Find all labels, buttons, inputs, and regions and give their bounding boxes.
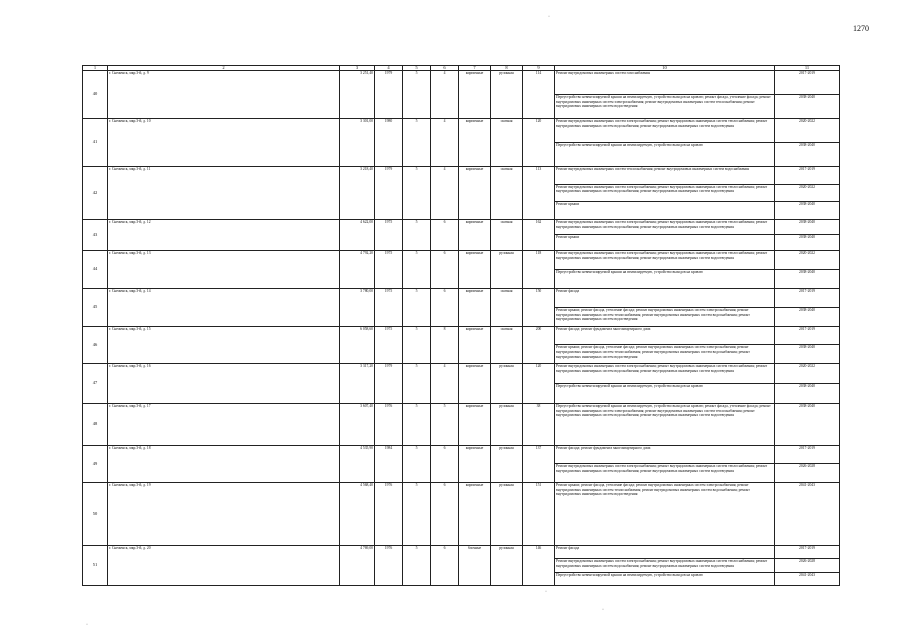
cell-num: 42 <box>83 167 108 220</box>
cell-area: 4 622,00 <box>340 219 375 250</box>
cell-apts: 146 <box>523 545 555 585</box>
cell-walls: кирпичные <box>459 119 491 167</box>
cell-years: 2038-2040 <box>775 219 840 235</box>
col-header: 5 <box>403 66 431 71</box>
cell-works: Ремонт крыши; ремонт фасада, утепление фасада; ремонт внутридомовых инженерных систем электроснабжения; ремонт внутридомовых инженерных систем теплоснабжения; ремонт внутридомовых инженерных систем водоснабжения; ремонт внутридомовых инженерных систем водоотведения <box>555 307 775 326</box>
cell-floors: 5 <box>403 71 431 119</box>
cell-num: 45 <box>83 288 108 326</box>
cell-apts: 120 <box>523 119 555 167</box>
cell-num: 44 <box>83 250 108 288</box>
cell-entr: 4 <box>431 71 459 119</box>
cell-works: Переустройство невентилируемой крыши на вентилируемую, устройство выходов на кровлю <box>555 269 775 288</box>
col-header: 4 <box>375 66 403 71</box>
table-row <box>83 288 840 307</box>
cell-year: 1979 <box>375 71 403 119</box>
cell-num: 48 <box>83 403 108 445</box>
cell-year: 1979 <box>375 363 403 403</box>
scan-speck: · <box>548 14 550 20</box>
cell-addr: г. Снеженск, мкр.3-й, д. 11 <box>108 167 340 220</box>
cell-walls: кирпичные <box>459 445 491 482</box>
cell-floors: 5 <box>403 219 431 250</box>
cell-years: 2038-2040 <box>775 143 840 167</box>
cell-area: 6 058,60 <box>340 326 375 363</box>
cell-entr: 4 <box>431 167 459 220</box>
cell-works: Ремонт внутридомовых инженерных систем электроснабжения; ремонт внутридомовых инженерных систем теплоснабжения; ремонт внутридомовых инженерных систем водоснабжения; ремонт внутридомовых инженерных систем водоотведения <box>555 119 775 143</box>
cell-works: Ремонт крыши <box>555 202 775 220</box>
cell-works: Ремонт крыши; ремонт фасада, утепление фасада; ремонт внутридомовых инженерных систем электроснабжения; ремонт внутридомовых инженерных систем теплоснабжения; ремонт внутридомовых инженерных систем водоснабжения; ремонт внутридомовых инженерных систем водоотведения <box>555 345 775 364</box>
cell-floors: 5 <box>403 119 431 167</box>
cell-area: 4 769,00 <box>340 545 375 585</box>
col-header: 3 <box>340 66 375 71</box>
cell-entr: 6 <box>431 482 459 545</box>
cell-floors: 5 <box>403 288 431 326</box>
col-header: 7 <box>459 66 491 71</box>
cell-years: 2017-2019 <box>775 445 840 464</box>
scan-speck: · <box>86 622 88 628</box>
table-row <box>83 119 840 143</box>
cell-floors: 5 <box>403 403 431 445</box>
cell-roof: рулонная <box>491 403 523 445</box>
cell-area: 4 535,90 <box>340 445 375 482</box>
cell-years: 2017-2019 <box>775 288 840 307</box>
cell-roof: рулонная <box>491 445 523 482</box>
cell-years: 2020-2022 <box>775 250 840 269</box>
cell-roof: рулонная <box>491 250 523 288</box>
cell-addr: г. Снеженск, мкр.3-й, д. 17 <box>108 403 340 445</box>
cell-area: 3 317,20 <box>340 363 375 403</box>
cell-apts: 151 <box>523 482 555 545</box>
cell-area: 4 568,40 <box>340 482 375 545</box>
cell-apts: 137 <box>523 445 555 482</box>
cell-floors: 5 <box>403 363 431 403</box>
table-row <box>83 482 840 545</box>
cell-apts: 162 <box>523 219 555 250</box>
cell-entr: 4 <box>431 363 459 403</box>
cell-apts: 38 <box>523 403 555 445</box>
cell-num: 50 <box>83 482 108 545</box>
cell-years: 2038-2040 <box>775 269 840 288</box>
cell-num: 46 <box>83 326 108 363</box>
table-row <box>83 250 840 269</box>
cell-apts: 120 <box>523 363 555 403</box>
cell-area: 3 301,00 <box>340 119 375 167</box>
cell-works: Ремонт внутридомовых инженерных систем электроснабжения; ремонт внутридомовых инженерных систем теплоснабжения; ремонт внутридомовых инженерных систем водоснабжения; ремонт внутридомовых инженерных систем водоотведения <box>555 464 775 483</box>
cell-addr: г. Снеженск, мкр.3-й, д. 12 <box>108 219 340 250</box>
cell-works: Ремонт внутридомовых инженерных систем электроснабжения; ремонт внутридомовых инженерных систем теплоснабжения; ремонт внутридомовых инженерных систем водоснабжения; ремонт внутридомовых инженерных систем водоотведения <box>555 250 775 269</box>
cell-entr: 6 <box>431 445 459 482</box>
cell-year: 1976 <box>375 482 403 545</box>
cell-years: 2017-2019 <box>775 326 840 345</box>
cell-years: 2017-2019 <box>775 545 840 558</box>
cell-walls: кирпичные <box>459 71 491 119</box>
cell-floors: 5 <box>403 326 431 363</box>
cell-works: Переустройство невентилируемой крыши на вентилируемую, устройство выходов на кровлю <box>555 383 775 403</box>
cell-floors: 5 <box>403 167 431 220</box>
cell-floors: 5 <box>403 545 431 585</box>
cell-years: 2017-2019 <box>775 167 840 185</box>
cell-walls: кирпичные <box>459 288 491 326</box>
cell-years: 2020-2022 <box>775 119 840 143</box>
cell-works: Ремонт крыши <box>555 235 775 251</box>
cell-years: 2041-2043 <box>775 482 840 545</box>
col-header: 8 <box>491 66 523 71</box>
cell-walls: кирпичные <box>459 326 491 363</box>
cell-area: 3 251,40 <box>340 71 375 119</box>
cell-num: 51 <box>83 545 108 585</box>
cell-years: 2038-2040 <box>775 345 840 364</box>
cell-apts: 150 <box>523 288 555 326</box>
table-row <box>83 219 840 235</box>
cell-addr: г. Снеженск, мкр.3-й, д. 20 <box>108 545 340 585</box>
cell-year: 1975 <box>375 219 403 250</box>
cell-works: Ремонт фасада <box>555 545 775 558</box>
cell-years: 2020-2022 <box>775 363 840 383</box>
page-number: 1270 <box>853 24 869 33</box>
cell-roof: скатная <box>491 288 523 326</box>
col-header: 1 <box>83 66 108 71</box>
cell-year: 1979 <box>375 167 403 220</box>
cell-works: Ремонт внутридомовых инженерных систем теплоснабжения; ремонт внутридомовых инженерных систем водоснабжения <box>555 167 775 185</box>
cell-roof: рулонная <box>491 71 523 119</box>
cell-entr: 6 <box>431 219 459 250</box>
cell-walls: кирпичные <box>459 250 491 288</box>
cell-works: Ремонт внутридомовых инженерных систем электроснабжения; ремонт внутридомовых инженерных систем теплоснабжения; ремонт внутридомовых инженерных систем водоснабжения; ремонт внутридомовых инженерных систем водоотведения <box>555 184 775 202</box>
cell-num: 43 <box>83 219 108 250</box>
cell-year: 1975 <box>375 250 403 288</box>
cell-years: 2038-2040 <box>775 235 840 251</box>
cell-years: 2038-2040 <box>775 95 840 119</box>
table-row <box>83 326 840 345</box>
cell-roof: рулонная <box>491 363 523 403</box>
col-header: 6 <box>431 66 459 71</box>
col-header: 10 <box>555 66 775 71</box>
cell-entr: 8 <box>431 326 459 363</box>
cell-area: 3 780,00 <box>340 288 375 326</box>
cell-works: Ремонт фасада <box>555 288 775 307</box>
cell-works: Переустройство невентилируемой крыши на вентилируемую, устройство выходов на кровлю; ремонт фасада, утепление фасада; ремонт внутридомовых инженерных систем электроснабжения; ремонт внутридомовых инженерных систем теплоснабжения; ремонт внутридомовых инженерных систем водоотведения <box>555 95 775 119</box>
cell-roof: скатная <box>491 219 523 250</box>
cell-entr: 5 <box>431 403 459 445</box>
cell-works: Ремонт внутридомовых инженерных систем газоснабжения <box>555 71 775 95</box>
cell-floors: 5 <box>403 445 431 482</box>
cell-floors: 5 <box>403 250 431 288</box>
cell-years: 2038-2040 <box>775 307 840 326</box>
cell-addr: г. Снеженск, мкр.3-й, д. 10 <box>108 119 340 167</box>
table-row <box>83 545 840 558</box>
cell-walls: кирпичные <box>459 167 491 220</box>
table-row <box>83 445 840 464</box>
cell-walls: кирпичные <box>459 219 491 250</box>
cell-entr: 6 <box>431 545 459 585</box>
cell-works: Ремонт внутридомовых инженерных систем электроснабжения; ремонт внутридомовых инженерных систем теплоснабжения; ремонт внутридомовых инженерных систем водоснабжения; ремонт внутридомовых инженерных систем водоотведения <box>555 559 775 572</box>
cell-roof: скатная <box>491 326 523 363</box>
cell-years: 2038-2040 <box>775 403 840 445</box>
cell-works: Ремонт крыши; ремонт фасада, утепление фасада; ремонт внутридомовых инженерных систем электроснабжения; ремонт внутридомовых инженерных систем теплоснабжения; ремонт внутридомовых инженерных систем водоснабжения; ремонт внутридомовых инженерных систем водоотведения <box>555 482 775 545</box>
cell-addr: г. Снеженск, мкр.3-й, д. 18 <box>108 445 340 482</box>
cell-area: 4 792,20 <box>340 250 375 288</box>
cell-entr: 6 <box>431 288 459 326</box>
table-row <box>83 71 840 95</box>
cell-years: 2026-2028 <box>775 464 840 483</box>
cell-works: Переустройство невентилируемой крыши на вентилируемую, устройство выходов на кровлю; ремонт фасада, утепление фасада; ремонт внутридомовых инженерных систем электроснабжения; ремонт внутридомовых инженерных систем теплоснабжения; ремонт внутридомовых инженерных систем водоснабжения; ремонт внутридомовых инженерных систем водоотведения <box>555 403 775 445</box>
cell-num: 40 <box>83 71 108 119</box>
cell-roof: скатная <box>491 119 523 167</box>
cell-years: 2026-2028 <box>775 559 840 572</box>
cell-roof: рулонная <box>491 545 523 585</box>
col-header: 11 <box>775 66 840 71</box>
cell-works: Ремонт фасада; ремонт фундамента многоквартирного дома <box>555 445 775 464</box>
cell-works: Ремонт внутридомовых инженерных систем электроснабжения; ремонт внутридомовых инженерных систем теплоснабжения; ремонт внутридомовых инженерных систем водоснабжения; ремонт внутридомовых инженерных систем водоотведения <box>555 363 775 383</box>
cell-addr: г. Снеженск, мкр.3-й, д. 14 <box>108 288 340 326</box>
cell-works: Переустройство невентилируемой крыши на вентилируемую, устройство выходов на кровлю <box>555 572 775 585</box>
table-row <box>83 167 840 185</box>
cell-years: 2038-2040 <box>775 202 840 220</box>
cell-year: 1975 <box>375 326 403 363</box>
cell-years: 2038-2040 <box>775 383 840 403</box>
cell-addr: г. Снеженск, мкр.3-й, д. 15 <box>108 326 340 363</box>
cell-works: Ремонт внутридомовых инженерных систем электроснабжения; ремонт внутридомовых инженерных систем теплоснабжения; ремонт внутридомовых инженерных систем водоснабжения; ремонт внутридомовых инженерных систем водоотведения <box>555 219 775 235</box>
cell-apts: 200 <box>523 326 555 363</box>
cell-addr: г. Снеженск, мкр.3-й, д. 9 <box>108 71 340 119</box>
table-body <box>83 71 840 586</box>
cell-apts: 113 <box>523 167 555 220</box>
cell-years: 2020-2022 <box>775 184 840 202</box>
cell-walls: блочные <box>459 545 491 585</box>
cell-works: Ремонт фасада; ремонт фундамента многоквартирного дома <box>555 326 775 345</box>
cell-year: 1976 <box>375 403 403 445</box>
cell-year: 1980 <box>375 119 403 167</box>
cell-year: 1975 <box>375 288 403 326</box>
cell-year: 1984 <box>375 445 403 482</box>
cell-year: 1976 <box>375 545 403 585</box>
cell-entr: 6 <box>431 250 459 288</box>
cell-walls: кирпичные <box>459 482 491 545</box>
cell-num: 49 <box>83 445 108 482</box>
cell-addr: г. Снеженск, мкр.3-й, д. 19 <box>108 482 340 545</box>
cell-entr: 4 <box>431 119 459 167</box>
cell-works: Переустройство невентилируемой крыши на вентилируемую, устройство выходов на кровлю <box>555 143 775 167</box>
cell-apts: 118 <box>523 250 555 288</box>
cell-floors: 5 <box>403 482 431 545</box>
col-header: 9 <box>523 66 555 71</box>
cell-apts: 114 <box>523 71 555 119</box>
cell-area: 3 218,40 <box>340 167 375 220</box>
repair-program-table <box>82 65 840 586</box>
cell-num: 41 <box>83 119 108 167</box>
table-row <box>83 363 840 383</box>
cell-years: 2017-2019 <box>775 71 840 95</box>
col-header: 2 <box>108 66 340 71</box>
cell-roof: скатная <box>491 167 523 220</box>
cell-num: 47 <box>83 363 108 403</box>
table-row <box>83 403 840 445</box>
cell-years: 2041-2043 <box>775 572 840 585</box>
scan-speck: · <box>602 607 604 613</box>
cell-area: 3 607,40 <box>340 403 375 445</box>
cell-addr: г. Снеженск, мкр.3-й, д. 13 <box>108 250 340 288</box>
scan-speck: · <box>545 589 547 595</box>
cell-addr: г. Снеженск, мкр.3-й, д. 16 <box>108 363 340 403</box>
cell-roof: рулонная <box>491 482 523 545</box>
cell-walls: кирпичные <box>459 363 491 403</box>
cell-walls: кирпичные <box>459 403 491 445</box>
